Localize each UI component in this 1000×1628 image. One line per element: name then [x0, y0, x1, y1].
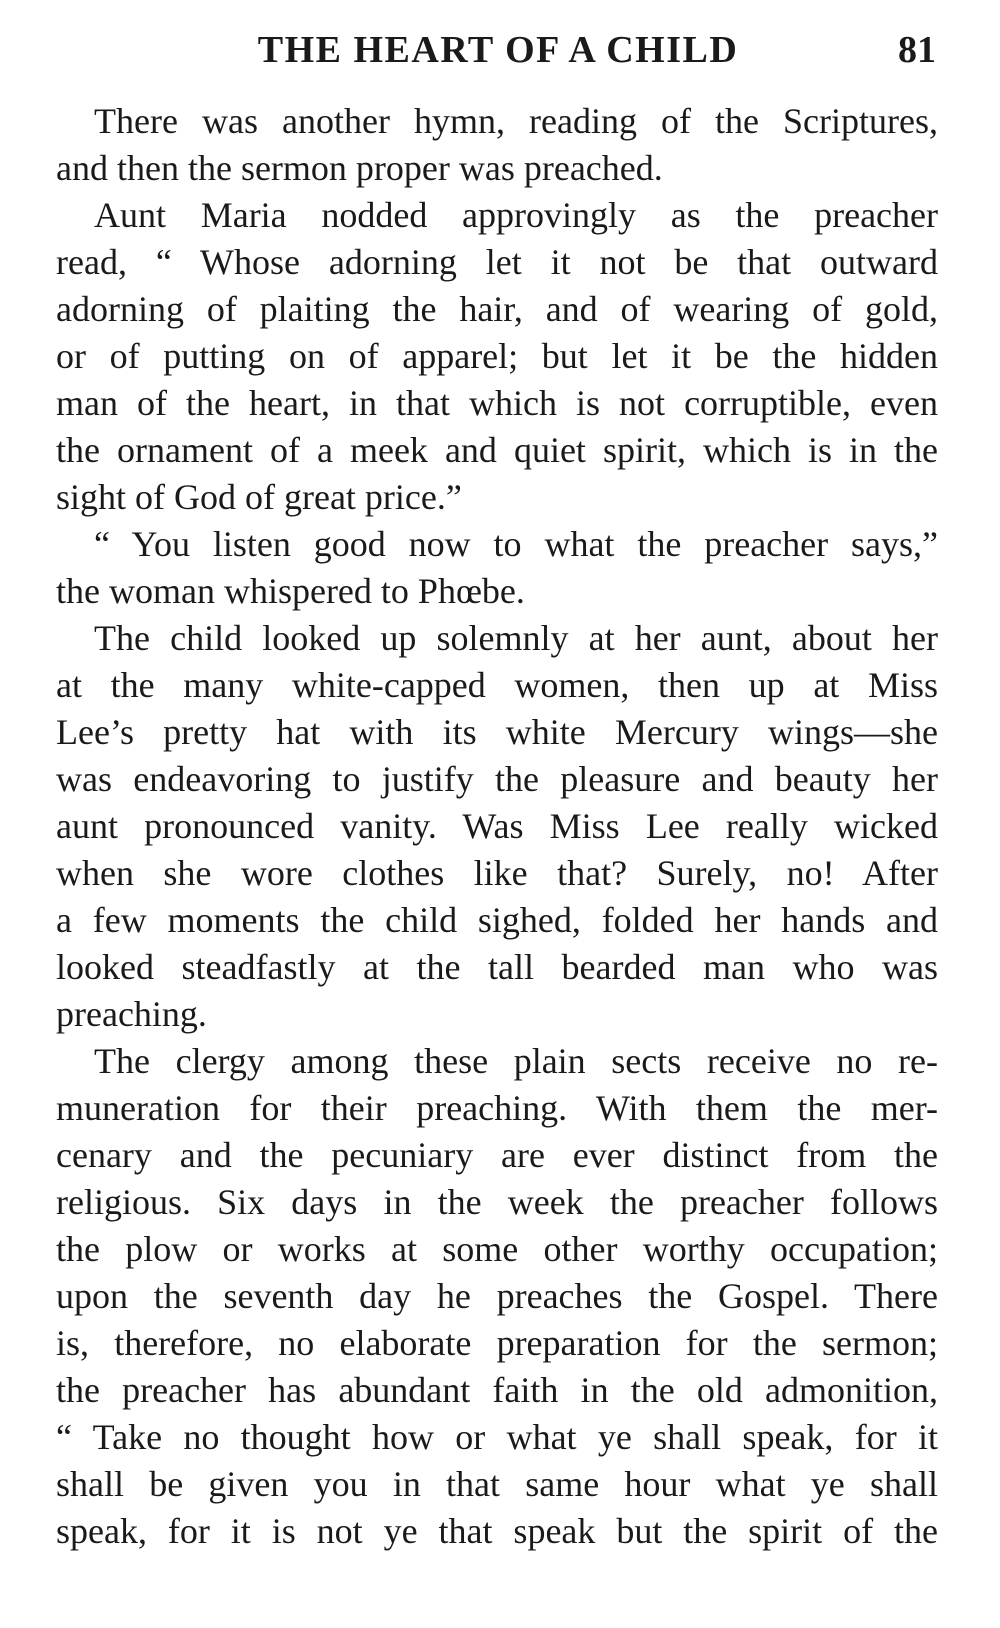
text-line: sight of God of great price.” — [56, 477, 462, 517]
text-line: at the many white-capped women, then up at Miss — [56, 665, 938, 705]
page-number: 81 — [898, 29, 936, 71]
paragraph — [56, 521, 938, 615]
text-line: cenary and the pecuniary are ever distinct from the — [56, 1135, 938, 1175]
text-line: or of putting on of apparel; but let it be the hidden — [56, 336, 938, 376]
paragraph — [56, 1038, 938, 1555]
paragraph — [56, 615, 938, 1038]
text-line: is, therefore, no elaborate preparation for the sermon; — [56, 1323, 938, 1363]
text-line: Aunt Maria nodded approvingly as the preacher — [94, 195, 938, 235]
text-line: looked steadfastly at the tall bearded man who was — [56, 947, 938, 987]
text-line: read, “ Whose adorning let it not be that outward — [56, 242, 938, 282]
text-line: the preacher has abundant faith in the old admonition, — [56, 1370, 938, 1410]
text-line: “ You listen good now to what the preacher says,” — [94, 524, 938, 564]
text-line: “ Take no thought how or what ye shall speak, for it — [56, 1417, 938, 1457]
text-line: the plow or works at some other worthy occupation; — [56, 1229, 938, 1269]
running-title: THE HEART OF A CHILD — [257, 29, 739, 71]
text-line: Lee’s pretty hat with its white Mercury wings—she — [56, 712, 938, 752]
text-line: The child looked up solemnly at her aunt, about her — [94, 618, 938, 658]
text-line: the woman whispered to Phœbe. — [56, 571, 525, 611]
body-text — [56, 98, 938, 1555]
text-line: was endeavoring to justify the pleasure and beauty her — [56, 759, 938, 799]
text-line: when she wore clothes like that? Surely, no! After — [56, 853, 938, 893]
text-line: upon the seventh day he preaches the Gospel. There — [56, 1276, 938, 1316]
text-line: religious. Six days in the week the preacher follows — [56, 1182, 938, 1222]
text-line: a few moments the child sighed, folded her hands and — [56, 900, 938, 940]
text-line: The clergy among these plain sects receive no re- — [94, 1041, 938, 1081]
text-line: man of the heart, in that which is not corruptible, even — [56, 383, 938, 423]
text-line: muneration for their preaching. With them the mer- — [56, 1088, 938, 1128]
text-line: the ornament of a meek and quiet spirit, which is in the — [56, 430, 938, 470]
text-line: shall be given you in that same hour what ye shall — [56, 1464, 938, 1504]
paragraph — [56, 98, 938, 192]
text-line: There was another hymn, reading of the Scriptures, — [94, 101, 938, 141]
text-line: speak, for it is not ye that speak but the spirit of the — [56, 1511, 938, 1551]
text-line: preaching. — [56, 994, 207, 1034]
text-line: aunt pronounced vanity. Was Miss Lee really wicked — [56, 806, 938, 846]
paragraph — [56, 192, 938, 521]
text-line: adorning of plaiting the hair, and of wearing of gold, — [56, 289, 938, 329]
running-head — [56, 26, 940, 74]
text-line: and then the sermon proper was preached. — [56, 148, 663, 188]
